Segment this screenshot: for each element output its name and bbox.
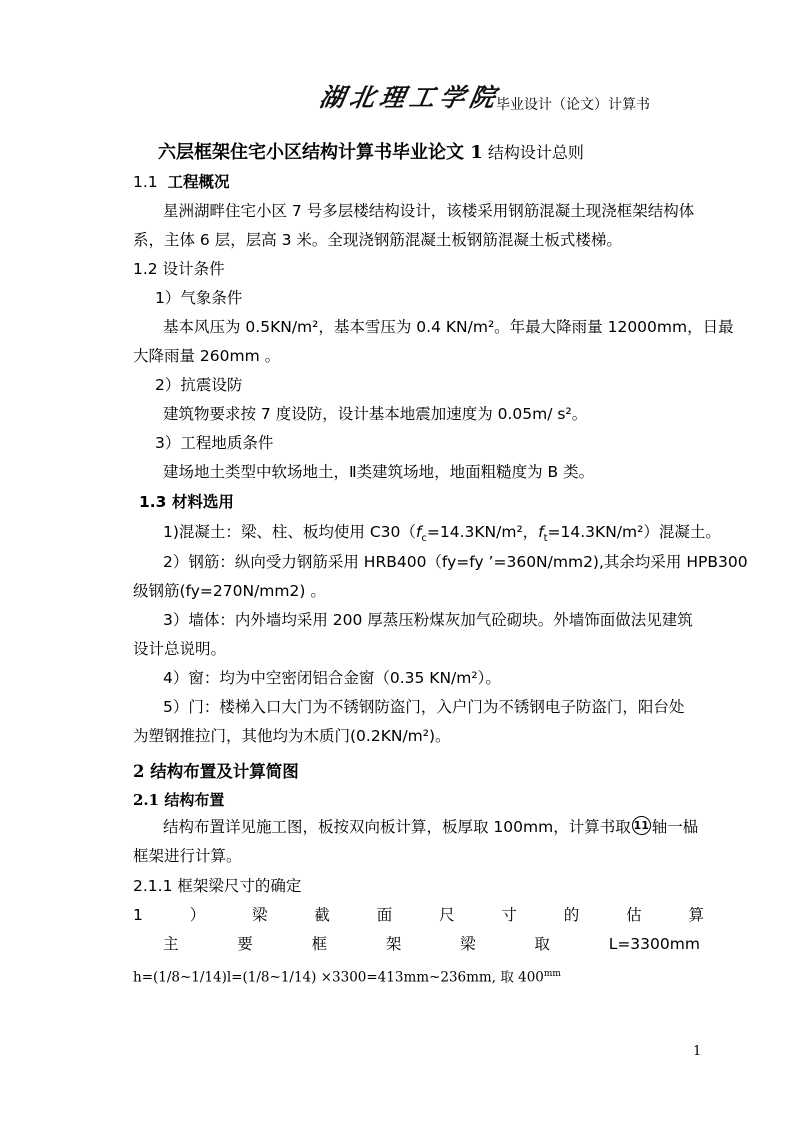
material-door-line2: 为塑钢推拉门，其他均为木质门(0.2KN/m²)。 — [133, 727, 451, 745]
section-1-3-heading: 1.3 材料选用 — [139, 493, 234, 511]
formula-unit: mm — [543, 969, 561, 979]
material-steel-line1: 2）钢筋：纵向受力钢筋采用 HRB400（fy=fy ’=360N/mm2),其余均采用 HPB300 — [163, 553, 748, 571]
layout-para-line1 — [163, 816, 698, 837]
spread-char: 主 — [163, 935, 179, 953]
section-1-1-heading — [133, 172, 230, 192]
material-steel-line2: 级钢筋(fy=270N/mm2) 。 — [133, 582, 326, 600]
material-window: 4）窗：均为中空密闭铝合金窗（0.35 KN/m²）。 — [163, 669, 501, 687]
spread-char: 面 — [376, 906, 393, 924]
layout-para-b: 轴一榀 — [651, 818, 699, 836]
section-1-1-title: 工程概况 — [167, 173, 230, 191]
item-weather-label: 1）气象条件 — [155, 289, 243, 307]
main-beam-row — [163, 934, 700, 954]
spread-char: 截 — [314, 906, 330, 924]
spread-char: 尺 — [439, 906, 455, 924]
item-seismic-text: 建筑物要求按 7 度设防，设计基本地震加速度为 0.05m/ s²。 — [163, 405, 588, 423]
ft-subscript: t — [543, 533, 548, 545]
material-concrete-b: =14.3KN/m²， — [426, 523, 539, 541]
spread-char: 梁 — [252, 906, 268, 924]
spread-char: 框 — [311, 935, 328, 953]
layout-para-line2: 框架进行计算。 — [133, 847, 242, 865]
material-wall-line1: 3）墙体：内外墙均采用 200 厚蒸压粉煤灰加气砼砌块。外墙饰面做法见建筑 — [163, 611, 693, 629]
spread-char: 算 — [688, 906, 704, 924]
section-1-1-para-line2: 系，主体 6 层，层高 3 米。全现浇钢筋混凝土板钢筋混凝土板式楼梯。 — [133, 231, 622, 249]
material-wall-line2: 设计总说明。 — [133, 640, 227, 658]
spread-char: 的 — [563, 906, 580, 924]
spread-char: 1 — [133, 906, 143, 924]
item-geology-label: 3）工程地质条件 — [155, 434, 274, 452]
axis-number-circle: 11 — [632, 816, 651, 835]
spread-char: 寸 — [501, 906, 517, 924]
ft-symbol: f — [538, 523, 544, 541]
material-concrete — [163, 522, 721, 549]
material-door-line1: 5）门：楼梯入口大门为不锈钢防盗门，入户门为不锈钢电子防盗门，阳台处 — [163, 698, 685, 716]
university-logo: 湖北理工学院 — [317, 83, 503, 112]
fc-subscript: c — [421, 533, 427, 545]
spread-char: 架 — [385, 935, 402, 953]
section-2-heading: 2 结构布置及计算简图 — [133, 762, 299, 781]
spread-char: ） — [189, 906, 206, 924]
material-concrete-a: 1)混凝土：梁、柱、板均使用 C30（ — [163, 523, 416, 541]
title-tail: 结构设计总则 — [482, 143, 584, 162]
page-number: 1 — [693, 1044, 702, 1059]
material-concrete-c: =14.3KN/m²）混凝土。 — [547, 523, 721, 541]
item-geology-text: 建场地土类型中软场地土，Ⅱ类建筑场地，地面粗糙度为 B 类。 — [163, 463, 595, 481]
spread-char: 要 — [237, 935, 253, 953]
section-1-1-para-line1: 星洲湖畔住宅小区 7 号多层楼结构设计，该楼采用钢筋混凝土现浇框架结构体 — [163, 202, 695, 220]
section-1-1-number: 1.1 — [133, 173, 158, 191]
formula-text: h=(1/8~1/14)l=(1/8~1/14) ×3300=413mm~236mm, 取 400 — [133, 969, 544, 986]
beam-height-formula — [133, 964, 561, 988]
document-title — [158, 138, 584, 164]
title-main: 六层框架住宅小区结构计算书毕业论文 1 — [158, 142, 483, 163]
item-weather-line1: 基本风压为 0.5KN/m²，基本雪压为 0.4 KN/m²。年最大降雨量 12000mm，日最 — [163, 318, 734, 336]
spread-char: 梁 — [460, 935, 476, 953]
document-type-label: 毕业设计（论文）计算书 — [496, 97, 650, 113]
section-1-2-heading: 1.2 设计条件 — [133, 260, 225, 278]
fc-symbol: f — [415, 523, 422, 541]
item-weather-line2: 大降雨量 260mm 。 — [133, 347, 281, 365]
spread-char: 取 — [534, 935, 550, 953]
spread-char: 估 — [626, 906, 642, 924]
spread-char: L=3300mm — [608, 935, 700, 953]
item-seismic-label: 2）抗震设防 — [155, 376, 243, 394]
section-2-1-heading: 2.1 结构布置 — [133, 791, 225, 809]
section-2-1-1-heading: 2.1.1 框架梁尺寸的确定 — [133, 877, 302, 895]
layout-para-a: 结构布置详见施工图，板按双向板计算，板厚取 100mm，计算书取 — [163, 818, 631, 836]
beam-estimate-row — [133, 905, 704, 925]
